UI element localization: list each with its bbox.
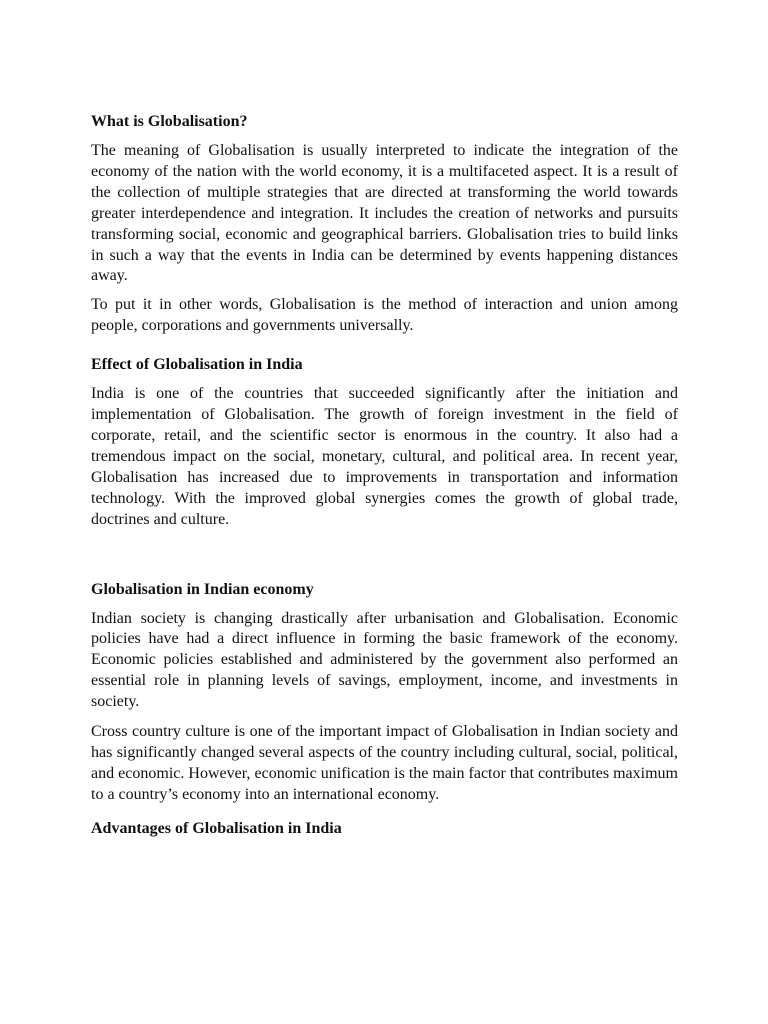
section-heading-effect-of-globalisation: Effect of Globalisation in India: [91, 356, 303, 374]
paragraph: India is one of the countries that succeeded significantly after the initiation and implementation of Globalisation. The growth of foreign investment in the field of corporate, retail, and the scientific sector is enormous in the country. It also had a tremendous impact on the social, monetary, cultural, and political area. In recent year, Globalisation has increased due to improvements in transportation and information technology. With the improved global synergies comes the growth of global trade, doctrines and culture.: [91, 385, 678, 528]
section-heading-what-is-globalisation: What is Globalisation?: [91, 113, 248, 130]
section-heading-advantages-of-globalisation: Advantages of Globalisation in India: [91, 819, 342, 837]
document-page: [91, 111, 678, 840]
section-heading-globalisation-in-indian-economy: Globalisation in Indian economy: [91, 580, 314, 598]
paragraph: To put it in other words, Globalisation is the method of interaction and union among people, corporations and governments universally.: [91, 296, 678, 335]
paragraph: Cross country culture is one of the important impact of Globalisation in Indian society and has significantly changed several aspects of the country including cultural, social, political, and economic. However, economic unification is the main factor that contributes maximum to a country’s economy into an international economy.: [91, 723, 678, 803]
paragraph: The meaning of Globalisation is usually interpreted to indicate the integration of the economy of the nation with the world economy, it is a multifaceted aspect. It is a result of the collection of multiple strategies that are directed at transforming the world towards greater interdependence and integration. It includes the creation of networks and pursuits transforming social, economic and geographical barriers. Globalisation tries to build links in such a way that the events in India can be determined by events happening distances away.: [91, 142, 678, 285]
paragraph: Indian society is changing drastically after urbanisation and Globalisation. Economic policies have had a direct influence in forming the basic framework of the economy. Economic policies established and administered by the government also performed an essential role in planning levels of savings, employment, income, and investments in society.: [91, 609, 678, 711]
